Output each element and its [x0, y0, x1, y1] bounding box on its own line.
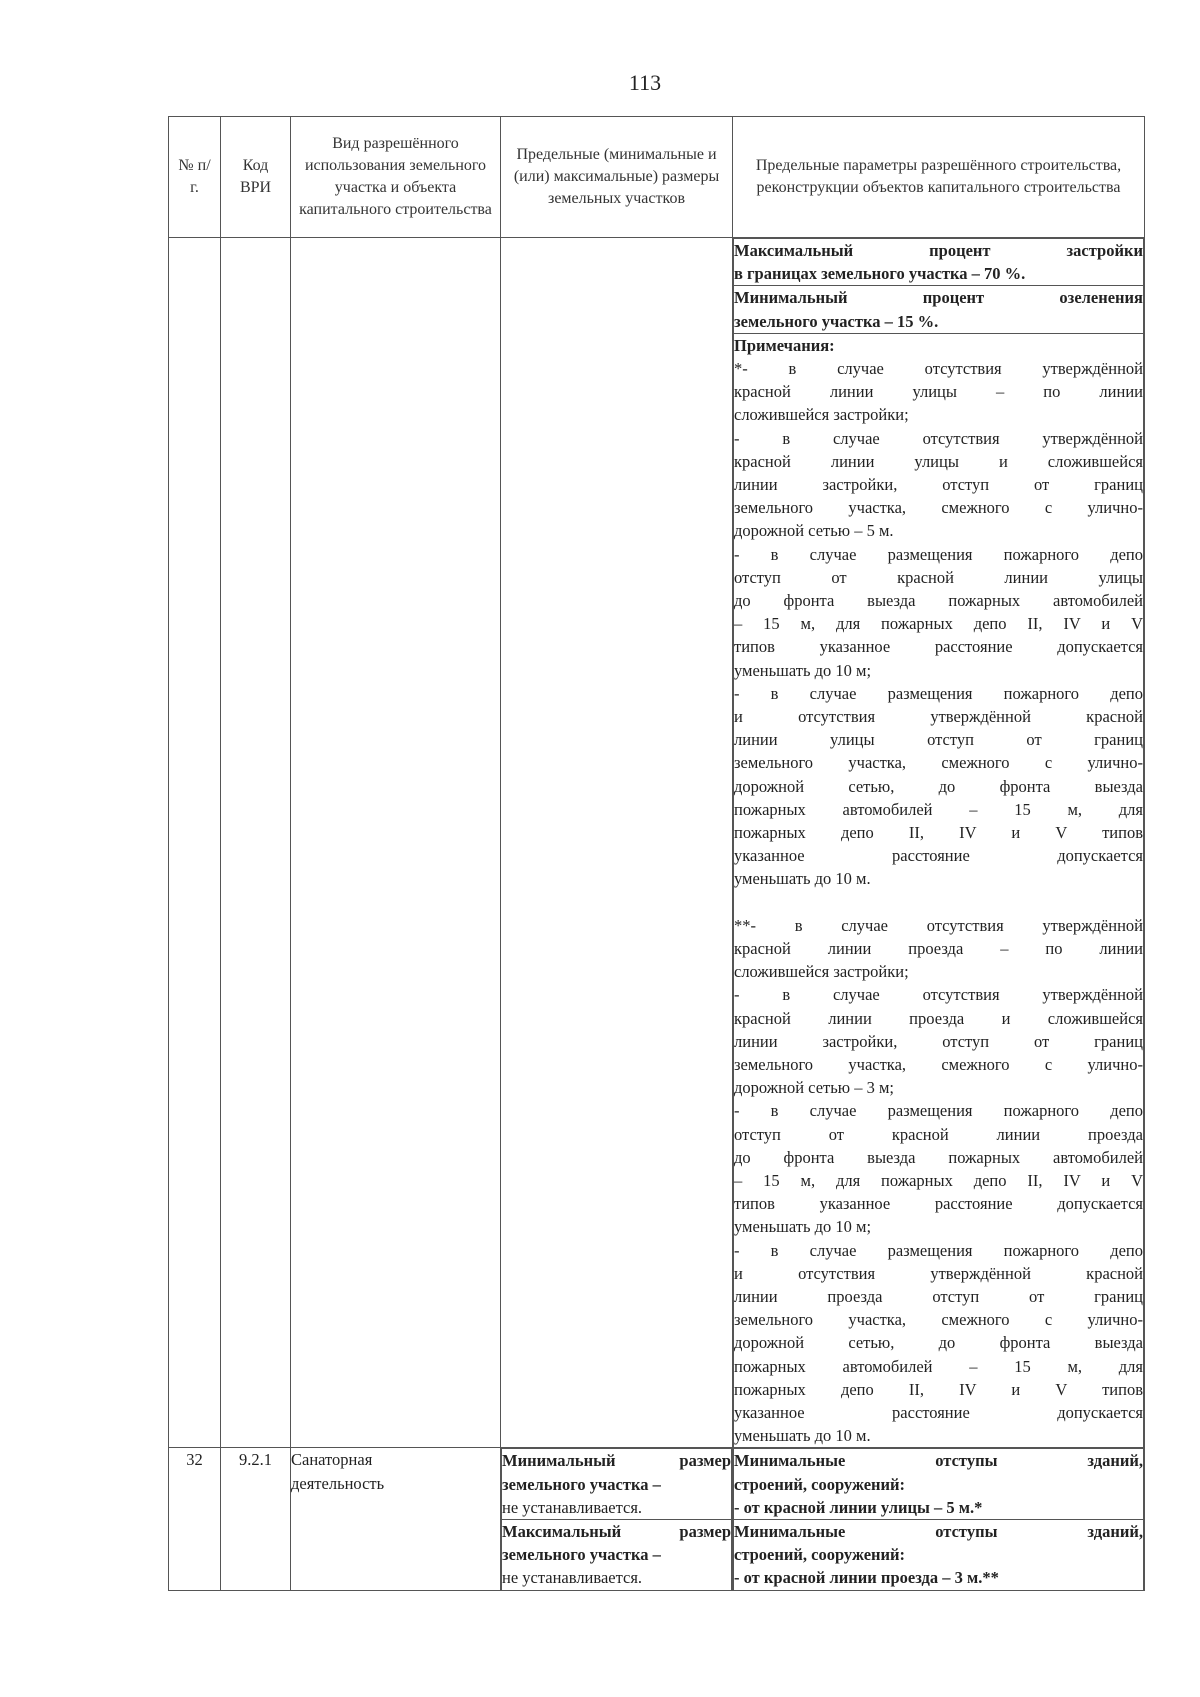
- note-line: до фронта выезда пожарных автомобилей: [734, 591, 1143, 611]
- row-32-use: [291, 1448, 501, 1590]
- cell-size-empty: [501, 238, 733, 1448]
- text-line: строений, сооружений:: [734, 1474, 906, 1494]
- max-build-percent: [734, 239, 1144, 286]
- table-row-32: [169, 1448, 1145, 1590]
- setback-subtable: [733, 1448, 1144, 1589]
- note-line: земельного участка, смежного с улично-: [734, 1054, 1143, 1074]
- note-line: сложившейся застройки;: [734, 962, 909, 982]
- text-line: Максимальный процент застройки: [734, 241, 1143, 260]
- note-line: - в случае отсутствия утверждённой: [734, 985, 1143, 1005]
- header-size: Предельные (минимальные и (или) максимальные) размеры земельных участков: [501, 117, 733, 238]
- row-32-use-text: Санаторная деятельность: [291, 1450, 385, 1493]
- note-line: отступ от красной линии улицы: [734, 567, 1143, 587]
- notes-title: Примечания:: [734, 335, 835, 355]
- note-line: отступ от красной линии проезда: [734, 1124, 1143, 1144]
- text-line: не устанавливается.: [502, 1497, 643, 1517]
- text-line: земельного участка –: [502, 1474, 661, 1494]
- notes-b: [734, 914, 1143, 1448]
- header-num: № п/г.: [169, 117, 221, 238]
- note-line: *- в случае отсутствия утверждённой: [734, 359, 1143, 379]
- note-line: - в случае отсутствия утверждённой: [734, 428, 1143, 448]
- setback-passage: [734, 1519, 1144, 1589]
- note-line: сложившейся застройки;: [734, 405, 909, 425]
- text-line: Минимальный процент озеленения: [734, 288, 1143, 308]
- header-use: Вид разрешённого использования земельного участка и объекта капитального строительства: [291, 117, 501, 238]
- note-line: дорожной сетью, до фронта выезда: [734, 1333, 1143, 1353]
- text-line: - от красной линии улицы – 5 м.*: [734, 1497, 983, 1517]
- cell-use-empty: [291, 238, 501, 1448]
- note-line: - в случае размещения пожарного депо: [734, 1240, 1143, 1260]
- text-line: - от красной линии проезда – 3 м.**: [734, 1568, 999, 1588]
- text-line: земельного участка –: [502, 1545, 661, 1565]
- note-line: земельного участка, смежного с улично-: [734, 1310, 1143, 1330]
- note-line: пожарных депо II, IV и V типов: [734, 1379, 1143, 1399]
- regulations-table: [168, 116, 1145, 1591]
- cell-num-empty: [169, 238, 221, 1448]
- params-subtable: [733, 238, 1144, 1447]
- text-line: не устанавливается.: [502, 1568, 643, 1588]
- header-code: Код ВРИ: [221, 117, 291, 238]
- header-params: Предельные параметры разрешённого строительства, реконструкции объектов капитального строительства: [733, 117, 1145, 238]
- note-line: – 15 м, для пожарных депо II, IV и V: [734, 1170, 1143, 1190]
- note-line: уменьшать до 10 м;: [734, 660, 872, 680]
- min-green-percent: [734, 286, 1144, 333]
- note-line: уменьшать до 10 м.: [734, 1426, 871, 1446]
- note-line: пожарных автомобилей – 15 м, для: [734, 799, 1143, 819]
- row-32-code: 9.2.1: [221, 1448, 291, 1590]
- note-line: и отсутствия утверждённой красной: [734, 707, 1143, 727]
- note-line: типов указанное расстояние допускается: [734, 637, 1143, 657]
- note-line: уменьшать до 10 м;: [734, 1217, 872, 1237]
- setback-street: [734, 1449, 1144, 1520]
- note-line: дорожной сетью – 5 м.: [734, 521, 894, 541]
- table-header-row: [169, 117, 1145, 238]
- note-line: пожарных автомобилей – 15 м, для: [734, 1356, 1143, 1376]
- size-subtable: [501, 1448, 732, 1589]
- note-line: красной линии проезда – по линии: [734, 938, 1143, 958]
- note-line: дорожной сетью, до фронта выезда: [734, 776, 1143, 796]
- note-line: земельного участка, смежного с улично-: [734, 753, 1143, 773]
- note-line: пожарных депо II, IV и V типов: [734, 823, 1143, 843]
- text-line: Минимальные отступы зданий,: [734, 1521, 1143, 1541]
- row-32-size: [501, 1448, 733, 1590]
- note-line: красной линии улицы и сложившейся: [734, 451, 1143, 471]
- max-size: [502, 1519, 732, 1589]
- note-line: указанное расстояние допускается: [734, 1402, 1143, 1422]
- note-line: уменьшать до 10 м.: [734, 869, 871, 889]
- note-line: красной линии улицы – по линии: [734, 382, 1143, 402]
- row-32-num: 32: [169, 1448, 221, 1590]
- note-line: и отсутствия утверждённой красной: [734, 1263, 1143, 1283]
- note-line: – 15 м, для пожарных депо II, IV и V: [734, 614, 1143, 634]
- note-line: - в случае размещения пожарного депо: [734, 1101, 1143, 1121]
- notes-block: [734, 333, 1144, 1447]
- text-line: Минимальный размер: [502, 1451, 731, 1471]
- text-line: земельного участка – 15 %.: [734, 311, 939, 331]
- table-row-continued: [169, 238, 1145, 1448]
- page-number: 113: [628, 70, 662, 95]
- notes-a: [734, 357, 1143, 891]
- min-size: [502, 1449, 732, 1520]
- note-line: линии улицы отступ от границ: [734, 730, 1143, 750]
- note-line: - в случае размещения пожарного депо: [734, 683, 1143, 703]
- note-line: - в случае размещения пожарного депо: [734, 544, 1143, 564]
- note-line: до фронта выезда пожарных автомобилей: [734, 1147, 1143, 1167]
- note-line: линии застройки, отступ от границ: [734, 1031, 1143, 1051]
- note-line: линии проезда отступ от границ: [734, 1286, 1143, 1306]
- note-line: линии застройки, отступ от границ: [734, 475, 1143, 495]
- note-line: типов указанное расстояние допускается: [734, 1194, 1143, 1214]
- text-line: в границах земельного участка – 70 %.: [734, 264, 1026, 284]
- note-line: **- в случае отсутствия утверждённой: [734, 915, 1143, 935]
- cell-params-continued: [733, 238, 1145, 1448]
- note-line: указанное расстояние допускается: [734, 846, 1143, 866]
- text-line: Минимальные отступы зданий,: [734, 1451, 1143, 1471]
- text-line: строений, сооружений:: [734, 1545, 906, 1565]
- text-line: Максимальный размер: [502, 1521, 731, 1541]
- note-line: красной линии проезда и сложившейся: [734, 1008, 1143, 1028]
- note-line: дорожной сетью – 3 м;: [734, 1078, 894, 1098]
- cell-code-empty: [221, 238, 291, 1448]
- note-line: земельного участка, смежного с улично-: [734, 498, 1143, 518]
- row-32-params: [733, 1448, 1145, 1590]
